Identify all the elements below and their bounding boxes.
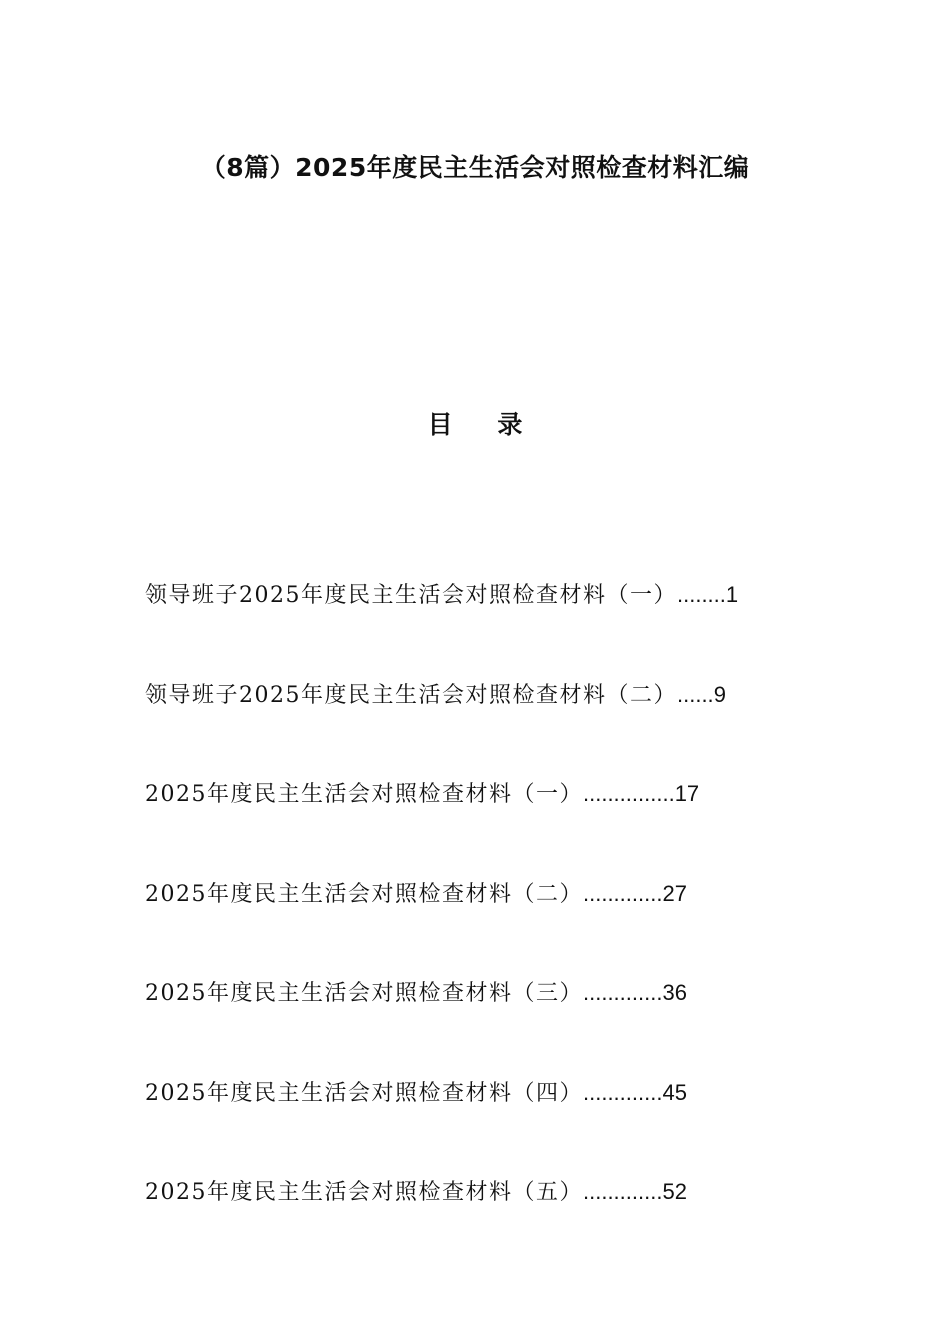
table-of-contents: [145, 578, 845, 1275]
toc-leader-dots: .............: [583, 1179, 663, 1204]
toc-heading: 目 录: [427, 410, 541, 439]
toc-page-number: 27: [662, 880, 687, 906]
toc-leader-dots: .............: [583, 1079, 663, 1105]
toc-entry-title: 2025年度民主生活会对照检查材料（一）: [145, 782, 583, 807]
document-title: （8篇）2025年度民主生活会对照检查材料汇编: [200, 153, 750, 182]
toc-entry-title: 2025年度民主生活会对照检查材料（二）: [145, 881, 583, 907]
toc-page-number: 17: [674, 781, 700, 806]
toc-page-number: 1: [725, 582, 739, 607]
toc-entry[interactable]: [145, 578, 845, 678]
toc-entry-title: 2025年度民主生活会对照检查材料（五）: [145, 1180, 583, 1205]
toc-entry[interactable]: [145, 678, 845, 778]
toc-leader-dots: ......: [677, 681, 714, 707]
toc-entry-title: 2025年度民主生活会对照检查材料（三）: [145, 981, 583, 1006]
toc-entry-title: 领导班子2025年度民主生活会对照检查材料（二）: [145, 682, 677, 708]
toc-entry-title: 领导班子2025年度民主生活会对照检查材料（一）: [145, 583, 677, 608]
toc-leader-dots: ...............: [583, 781, 675, 806]
toc-entry[interactable]: [145, 976, 845, 1076]
toc-entry[interactable]: [145, 1175, 845, 1275]
toc-leader-dots: ........: [677, 582, 726, 607]
toc-page-number: 45: [662, 1079, 687, 1105]
toc-page-number: 9: [713, 681, 726, 707]
toc-page-number: 52: [662, 1179, 687, 1204]
toc-page-number: 36: [662, 980, 687, 1005]
toc-leader-dots: .............: [583, 980, 663, 1005]
toc-leader-dots: .............: [583, 880, 663, 906]
toc-entry[interactable]: [145, 777, 845, 877]
toc-entry[interactable]: [145, 877, 845, 977]
toc-entry-title: 2025年度民主生活会对照检查材料（四）: [145, 1080, 583, 1106]
toc-entry[interactable]: [145, 1076, 845, 1176]
